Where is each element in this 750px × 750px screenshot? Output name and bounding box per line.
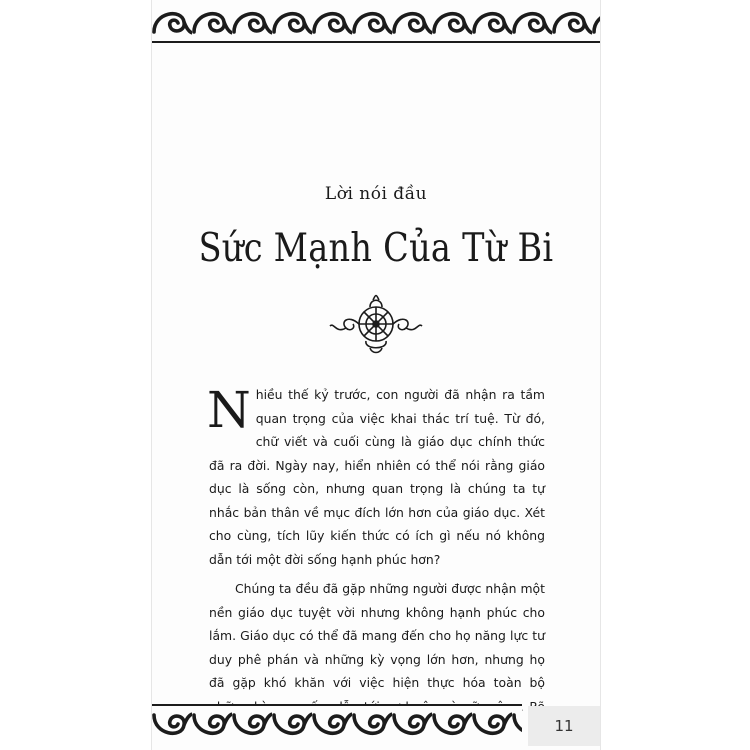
page-number: 11 (528, 706, 600, 746)
dharma-wheel-ornament-icon (326, 292, 426, 356)
chapter-title: Sức Mạnh Của Từ Bi (198, 226, 554, 271)
spiral-wave-border-icon (152, 2, 600, 44)
paragraph-1-text: hiều thế kỷ trước, con người đã nhận ra tầm quan trọng của việc khai thác trí tuệ. Từ đó, chữ viết và cuối cùng là giáo dục chính thức đã ra đời. Ngày nay, hiển nhiên có thể nói rằng giáo dục là sống còn, nhưng quan trọng là chúng ta tự nhắc bản thân về mục đích lớn hơn của giáo dục. Xét cho cùng, tích lũy kiến thức có ích gì nếu nó không dẫn tới một đời sống hạnh phúc hơn? (209, 387, 545, 567)
preface-label: Lời nói đầu (324, 184, 428, 204)
drop-cap: N (207, 381, 251, 439)
spiral-wave-border-icon (152, 703, 522, 745)
top-border (152, 2, 600, 44)
paragraph-2-text: Chúng ta đều đã gặp những người được nhận một nền giáo dục tuyệt vời nhưng không hạnh phúc cho lắm. Giáo dục có thể đã mang đến cho họ năng lực tư duy phê phán và những kỳ vọng lớn hơn, nhưng họ đã gặp khó khăn với việc hiện thực hóa toàn bộ (209, 581, 545, 690)
paragraph-1 (209, 383, 545, 571)
bottom-border (152, 703, 522, 745)
body-text (209, 383, 545, 742)
